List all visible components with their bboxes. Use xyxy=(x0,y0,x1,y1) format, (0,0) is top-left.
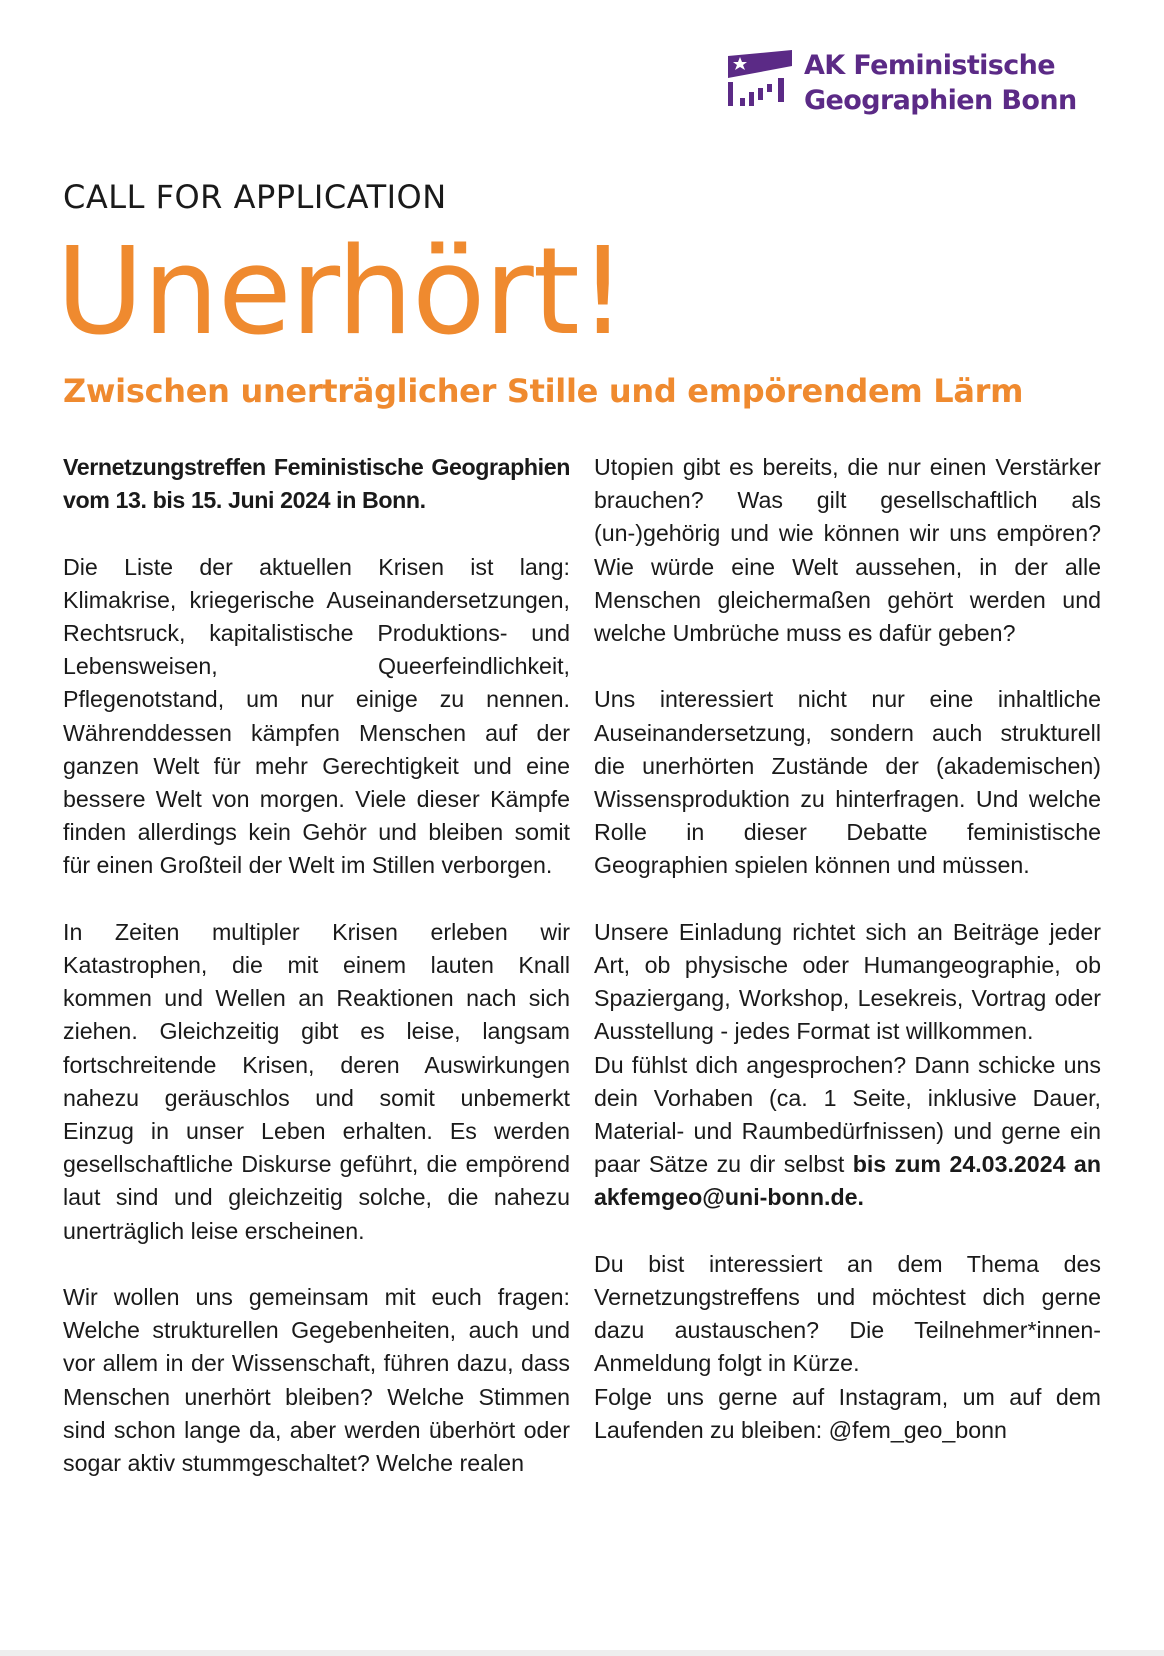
page-title: Unerhört! xyxy=(56,223,626,362)
application-paragraph xyxy=(594,1049,1101,1215)
application-text: Du fühlst dich angesprochen? Dann schicke uns dein Vorhaben (ca. 1 Seite, inklusive Dauer, Material- und Raumbedürfnissen) und gerne ein paar Sätze zu dir selbst xyxy=(594,1051,1101,1178)
body-paragraph: Uns interessiert nicht nur eine inhaltliche Auseinandersetzung, sondern auch strukturell die unerhörten Zustände der (akademischen) Wissensproduktion zu hinterfragen. Und welche Rolle in dieser Debatte feministische Geographien spielen können und müssen. xyxy=(594,686,1101,879)
instagram-paragraph: Folge uns gerne auf Instagram, um auf dem Laufenden zu bleiben: @fem_geo_bonn xyxy=(594,1383,1101,1443)
lead-paragraph: Vernetzungstreffen Feministische Geographien vom 13. bis 15. Juni 2024 in Bonn. xyxy=(63,454,570,514)
logo-line-1: AK Feministische xyxy=(804,50,1055,81)
logo-line-2: Geographien Bonn xyxy=(804,85,1077,116)
deadline-email[interactable]: bis zum 24.03.2024 an akfemgeo@uni-bonn.de. xyxy=(594,1151,1101,1211)
body-paragraph: Du bist interessiert an dem Thema des Vernetzungstreffens und möchtest dich gerne dazu austauschen? Die Teilnehmer*innen-Anmeldung folgt in Kürze. xyxy=(594,1250,1101,1377)
body-paragraph: In Zeiten multipler Krisen erleben wir Katastrophen, die mit einem lauten Knall kommen und Wellen an Reaktionen nach sich ziehen. Gleichzeitig gibt es leise, langsam fortschreitende Krisen, deren Auswirkungen nahezu geräuschlos und somit unbemerkt Einzug in unser Leben erhalten. Es werden gesellschaftliche Diskurse geführt, die empörend laut sind und gleichzeitig solche, die nahezu unerträglich leise erscheinen. xyxy=(63,918,570,1244)
left-column xyxy=(63,451,570,1480)
organization-logo xyxy=(726,48,1126,118)
page-bottom-rule xyxy=(0,1650,1164,1656)
star-stairs-logo-icon xyxy=(726,48,792,112)
body-paragraph: Wir wollen uns gemeinsam mit euch fragen: Welche strukturellen Gegebenheiten, auch und vor allem in der Wissenschaft, führen dazu, dass Menschen unerhört bleiben? Welche Stimmen sind schon lange da, aber werden überhört oder sogar aktiv stummgeschaltet? Welche realen xyxy=(63,1284,570,1477)
kicker-heading: CALL FOR APPLICATION xyxy=(63,178,447,216)
body-paragraph: Utopien gibt es bereits, die nur einen Verstärker brauchen? Was gilt gesellschaftlich als (un-)gehörig und wie können wir uns empören? Wie würde eine Welt aussehen, in der alle Menschen gleichermaßen gehört werden und welche Umbrüche muss es dafür geben? xyxy=(594,454,1101,647)
page-subtitle: Zwischen unerträglicher Stille und empörendem Lärm xyxy=(63,372,1024,410)
logo-wordmark xyxy=(804,48,1077,118)
body-paragraph: Unsere Einladung richtet sich an Beiträge jeder Art, ob physische oder Humangeographie, ob Spaziergang, Workshop, Lesekreis, Vortrag oder Ausstellung - jedes Format ist willkommen. xyxy=(594,918,1101,1045)
body-paragraph: Die Liste der aktuellen Krisen ist lang: Klimakrise, kriegerische Auseinandersetzungen, Rechtsruck, kapitalistische Produktions- und Lebensweisen, Queerfeindlichkeit, Pflegenotstand, um nur einige zu nennen. Währenddessen kämpfen Menschen auf der ganzen Welt für mehr Gerechtigkeit und eine bessere Welt von morgen. Viele dieser Kämpfe finden allerdings kein Gehör und bleiben somit für einen Großteil der Welt im Stillen verborgen. xyxy=(63,553,570,879)
right-column xyxy=(594,451,1101,1447)
